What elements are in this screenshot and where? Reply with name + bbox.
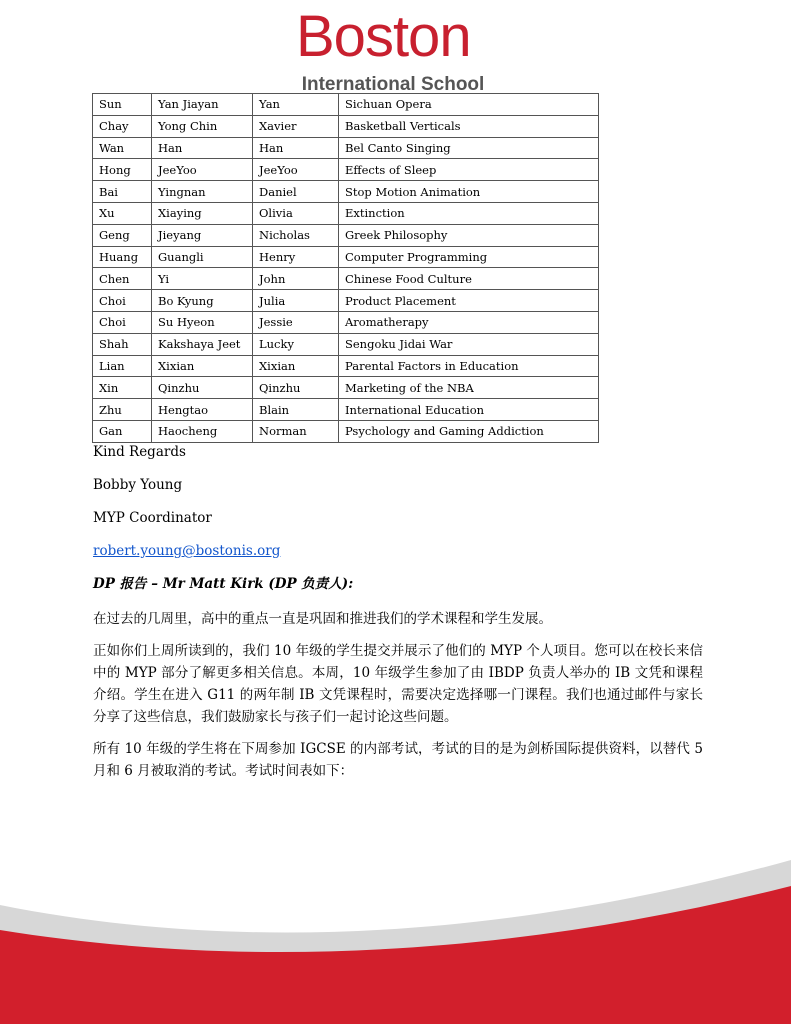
preferred-name-cell: Daniel	[253, 181, 339, 203]
table-row	[93, 115, 599, 137]
project-topic-cell: Marketing of the NBA	[339, 377, 599, 399]
project-topic-cell: Parental Factors in Education	[339, 355, 599, 377]
surname-cell: Zhu	[93, 399, 152, 421]
dp-paragraph-2: 正如你们上周所读到的，我们 10 年级的学生提交并展示了他们的 MYP 个人项目。您可以在校长来信中的 MYP 部分了解更多相关信息。本周，10 年级学生参加了由 IBDP 负责人举办的 IB 文凭和课程介绍。学生在进入 G11 的两年制 IB 文凭课程时，需要决定选择哪一门课程。我们也通过邮件与家长分享了这些信息，我们鼓励家长与孩子们一起讨论这些问题。	[93, 643, 703, 725]
given-name-cell: Jieyang	[152, 224, 253, 246]
project-topic-cell: Extinction	[339, 202, 599, 224]
table-row	[93, 355, 599, 377]
table-row	[93, 290, 599, 312]
given-name-cell: Yi	[152, 268, 253, 290]
table-row	[93, 399, 599, 421]
project-topic-cell: Greek Philosophy	[339, 224, 599, 246]
table-row	[93, 159, 599, 181]
table-row	[93, 420, 599, 442]
preferred-name-cell: Nicholas	[253, 224, 339, 246]
preferred-name-cell: Yan	[253, 94, 339, 116]
preferred-name-cell: Xavier	[253, 115, 339, 137]
table-row	[93, 181, 599, 203]
preferred-name-cell: Norman	[253, 420, 339, 442]
preferred-name-cell: Xixian	[253, 355, 339, 377]
given-name-cell: Xixian	[152, 355, 253, 377]
preferred-name-cell: Jessie	[253, 311, 339, 333]
preferred-name-cell: Blain	[253, 399, 339, 421]
project-topic-cell: Chinese Food Culture	[339, 268, 599, 290]
surname-cell: Chay	[93, 115, 152, 137]
given-name-cell: Yan Jiayan	[152, 94, 253, 116]
table-row	[93, 202, 599, 224]
given-name-cell: Haocheng	[152, 420, 253, 442]
signoff-role: MYP Coordinator	[93, 510, 212, 526]
footer-swoosh	[0, 860, 791, 1024]
project-topic-cell: Sichuan Opera	[339, 94, 599, 116]
preferred-name-cell: Julia	[253, 290, 339, 312]
given-name-cell: Qinzhu	[152, 377, 253, 399]
project-topic-cell: Effects of Sleep	[339, 159, 599, 181]
table-row	[93, 246, 599, 268]
given-name-cell: Han	[152, 137, 253, 159]
surname-cell: Geng	[93, 224, 152, 246]
surname-cell: Huang	[93, 246, 152, 268]
personal-project-table	[92, 93, 599, 443]
signoff-regards: Kind Regards	[93, 444, 186, 460]
dp-paragraph-1: 在过去的几周里，高中的重点一直是巩固和推进我们的学术课程和学生发展。	[93, 611, 552, 627]
surname-cell: Bai	[93, 181, 152, 203]
logo-subtitle: International School	[301, 74, 485, 95]
project-topic-cell: Aromatherapy	[339, 311, 599, 333]
project-topic-cell: Basketball Verticals	[339, 115, 599, 137]
given-name-cell: Su Hyeon	[152, 311, 253, 333]
preferred-name-cell: Qinzhu	[253, 377, 339, 399]
preferred-name-cell: Olivia	[253, 202, 339, 224]
surname-cell: Lian	[93, 355, 152, 377]
given-name-cell: Yingnan	[152, 181, 253, 203]
surname-cell: Xin	[93, 377, 152, 399]
logo-wordmark: Boston	[296, 4, 471, 69]
project-topic-cell: Stop Motion Animation	[339, 181, 599, 203]
surname-cell: Choi	[93, 311, 152, 333]
coordinator-email-link[interactable]: robert.young@bostonis.org	[93, 543, 281, 559]
given-name-cell: Guangli	[152, 246, 253, 268]
project-topic-cell: Psychology and Gaming Addiction	[339, 420, 599, 442]
table-row	[93, 311, 599, 333]
letter-body	[93, 443, 703, 792]
signoff-name: Bobby Young	[93, 477, 183, 493]
surname-cell: Choi	[93, 290, 152, 312]
school-logo	[290, 4, 500, 95]
dp-paragraph-3: 所有 10 年级的学生将在下周参加 IGCSE 的内部考试，考试的目的是为剑桥国际提供资料，以替代 5 月和 6 月被取消的考试。考试时间表如下：	[93, 741, 703, 779]
surname-cell: Gan	[93, 420, 152, 442]
given-name-cell: JeeYoo	[152, 159, 253, 181]
surname-cell: Wan	[93, 137, 152, 159]
project-topic-cell: Bel Canto Singing	[339, 137, 599, 159]
given-name-cell: Xiaying	[152, 202, 253, 224]
project-topic-cell: Product Placement	[339, 290, 599, 312]
project-topic-cell: Computer Programming	[339, 246, 599, 268]
table-row	[93, 268, 599, 290]
preferred-name-cell: Han	[253, 137, 339, 159]
surname-cell: Shah	[93, 333, 152, 355]
surname-cell: Xu	[93, 202, 152, 224]
given-name-cell: Hengtao	[152, 399, 253, 421]
table-row	[93, 224, 599, 246]
dp-report-heading: DP 报告 – Mr Matt Kirk (DP 负责人):	[93, 576, 354, 592]
preferred-name-cell: John	[253, 268, 339, 290]
given-name-cell: Yong Chin	[152, 115, 253, 137]
table-row	[93, 137, 599, 159]
surname-cell: Hong	[93, 159, 152, 181]
given-name-cell: Kakshaya Jeet	[152, 333, 253, 355]
preferred-name-cell: Henry	[253, 246, 339, 268]
preferred-name-cell: JeeYoo	[253, 159, 339, 181]
table-row	[93, 94, 599, 116]
project-topic-cell: International Education	[339, 399, 599, 421]
preferred-name-cell: Lucky	[253, 333, 339, 355]
project-topic-cell: Sengoku Jidai War	[339, 333, 599, 355]
table-row	[93, 333, 599, 355]
surname-cell: Sun	[93, 94, 152, 116]
given-name-cell: Bo Kyung	[152, 290, 253, 312]
table-row	[93, 377, 599, 399]
surname-cell: Chen	[93, 268, 152, 290]
